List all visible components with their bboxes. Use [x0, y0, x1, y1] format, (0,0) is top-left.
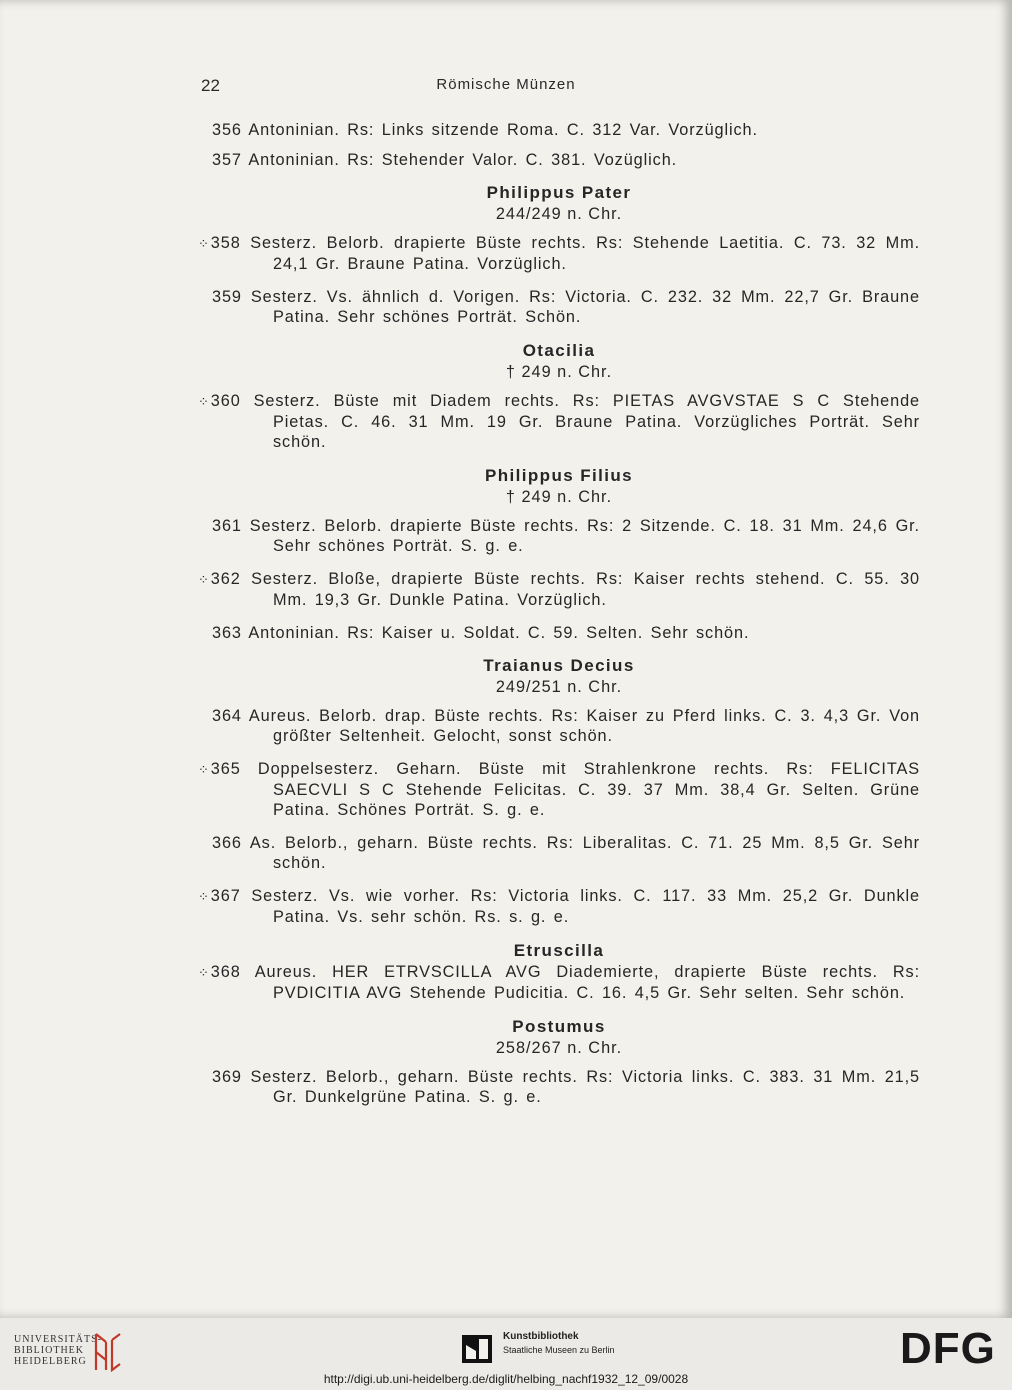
lot-number — [198, 623, 242, 643]
lot-description: Sesterz. Belorb. drapierte Büste rechts. Rs: 2 Sitzende. C. 18. 31 Mm. 24,6 Gr. Sehr schönes Porträt. S. g. e. — [249, 517, 920, 555]
lot-description: Sesterz. Büste mit Diadem rechts. Rs: PIETAS AVGVSTAE S C Stehende Pietas. C. 46. 31 Mm. 19 Gr. Braune Patina. Vorzügliches Porträt. Sehr schön. — [253, 392, 920, 451]
section-dates: † 249 n. Chr. — [505, 363, 613, 381]
lot-number-text: 362 — [210, 570, 241, 588]
catalog-entry — [198, 120, 920, 140]
lot-number — [198, 569, 241, 590]
section-heading: Postumus — [512, 1017, 606, 1036]
catalog-entry — [198, 759, 920, 820]
ub-line: BIBLIOTHEK — [14, 1345, 84, 1356]
catalog-entry — [198, 1067, 920, 1107]
lot-number — [198, 233, 241, 254]
section-heading: Etruscilla — [513, 941, 605, 960]
illustrated-marker-icon: ⁘ — [198, 889, 210, 904]
lot-number-text: 364 — [212, 707, 242, 725]
section-dates: 244/249 n. Chr. — [495, 205, 623, 223]
lot-number — [198, 287, 242, 307]
section-dates: † 249 n. Chr. — [505, 488, 613, 506]
section-heading: Traianus Decius — [483, 656, 635, 675]
lot-number-text: 357 — [212, 151, 242, 169]
lot-number-text: 358 — [210, 234, 241, 252]
running-title: Römische Münzen — [436, 76, 576, 93]
catalog-entry — [198, 287, 920, 327]
catalog-entry — [198, 516, 920, 556]
catalog-entry — [198, 150, 920, 170]
catalog-entry — [198, 962, 920, 1003]
lot-number-text: 366 — [212, 834, 242, 852]
lot-number — [198, 962, 241, 983]
illustrated-marker-icon: ⁘ — [198, 762, 210, 777]
illustrated-marker-icon: ⁘ — [198, 394, 210, 409]
page-number: 22 — [201, 76, 220, 95]
lot-number-text: 363 — [212, 624, 242, 642]
footer-bar — [0, 1318, 1012, 1390]
lot-description: Aureus. HER ETRVSCILLA AVG Diademierte, drapierte Büste rechts. Rs: PVDICITIA AVG Stehende Pudicitia. C. 16. 4,5 Gr. Sehr selten. Sehr schön. — [254, 963, 920, 1002]
lot-description: Antoninian. Rs: Stehender Valor. C. 381. Vozüglich. — [248, 151, 678, 169]
lot-number — [198, 759, 241, 780]
kunstbibliothek-logo-icon — [462, 1335, 492, 1363]
lot-description: Sesterz. Belorb. drapierte Büste rechts. Rs: Stehende Laetitia. C. 73. 32 Mm. 24,1 Gr. Braune Patina. Vorzüglich. — [250, 234, 920, 273]
lot-description: Aureus. Belorb. drap. Büste rechts. Rs: Kaiser zu Pferd links. C. 3. 4,3 Gr. Von größter Seltenheit. Gelocht, sonst schön. — [248, 707, 920, 745]
section-dates: 249/251 n. Chr. — [495, 678, 623, 696]
ub-line: UNIVERSITÄTS- — [14, 1334, 102, 1345]
lot-number — [198, 886, 241, 907]
ub-line: HEIDELBERG — [14, 1356, 87, 1367]
lot-number-text: 367 — [210, 887, 241, 905]
catalog-entry — [198, 623, 920, 643]
illustrated-marker-icon: ⁘ — [198, 572, 210, 587]
kunstbibliothek-name: Kunstbibliothek — [503, 1331, 579, 1342]
lot-number — [198, 391, 241, 412]
lot-description: Sesterz. Bloße, drapierte Büste rechts. Rs: Kaiser rechts stehend. C. 55. 30 Mm. 19,3 Gr. Dunkle Patina. Vorzüglich. — [251, 570, 920, 609]
lot-number-text: 361 — [212, 517, 242, 535]
lot-number — [198, 120, 242, 140]
illustrated-marker-icon: ⁘ — [198, 236, 210, 251]
lot-number — [198, 1067, 242, 1087]
lot-description: As. Belorb., geharn. Büste rechts. Rs: Liberalitas. C. 71. 25 Mm. 8,5 Gr. Sehr schön. — [249, 834, 921, 872]
catalog-content — [198, 120, 920, 1120]
lot-description: Sesterz. Vs. wie vorher. Rs: Victoria links. C. 117. 33 Mm. 25,2 Gr. Dunkle Patina. Vs. sehr schön. Rs. s. g. e. — [251, 887, 920, 926]
catalog-entry — [198, 391, 920, 452]
dfg-logo: DFG — [900, 1324, 996, 1373]
section-heading: Otacilia — [522, 341, 596, 360]
lot-number — [198, 706, 242, 726]
lot-number — [198, 833, 242, 853]
lot-number — [198, 150, 242, 170]
section-heading: Philippus Pater — [486, 183, 632, 202]
ub-logo-icon — [92, 1330, 122, 1374]
catalog-entry — [198, 886, 920, 927]
lot-description: Sesterz. Belorb., geharn. Büste rechts. Rs: Victoria links. C. 383. 31 Mm. 21,5 Gr. Dunkelgrüne Patina. S. g. e. — [250, 1068, 920, 1106]
catalog-entry — [198, 569, 920, 610]
lot-number-text: 356 — [212, 121, 242, 139]
illustrated-marker-icon: ⁘ — [198, 965, 210, 980]
section-heading: Philippus Filius — [484, 466, 633, 485]
section-dates: 258/267 n. Chr. — [495, 1039, 623, 1057]
lot-description: Doppelsesterz. Geharn. Büste mit Strahlenkrone rechts. Rs: FELICITAS SAECVLI S C Stehende Felicitas. C. 39. 37 Mm. 38,4 Gr. Selten. Grüne Patina. Schönes Porträt. S. g. e. — [257, 760, 920, 819]
ub-heidelberg-logo-text — [14, 1334, 102, 1367]
lot-number-text: 365 — [210, 760, 241, 778]
lot-description: Antoninian. Rs: Links sitzende Roma. C. 312 Var. Vorzüglich. — [248, 121, 758, 139]
catalog-entry — [198, 706, 920, 746]
lot-number-text: 359 — [212, 288, 242, 306]
lot-description: Antoninian. Rs: Kaiser u. Soldat. C. 59. Selten. Sehr schön. — [248, 624, 750, 642]
lot-number-text: 368 — [210, 963, 241, 981]
lot-description: Sesterz. Vs. ähnlich d. Vorigen. Rs: Victoria. C. 232. 32 Mm. 22,7 Gr. Braune Patina. Sehr schönes Porträt. Schön. — [250, 288, 920, 326]
catalog-entry — [198, 233, 920, 274]
catalog-entry — [198, 833, 920, 873]
lot-number — [198, 516, 242, 536]
lot-number-text: 360 — [210, 392, 241, 410]
kunstbibliothek-subtitle: Staatliche Museen zu Berlin — [503, 1345, 615, 1355]
lot-number-text: 369 — [212, 1068, 242, 1086]
source-url[interactable]: http://digi.ub.uni-heidelberg.de/diglit/helbing_nachf1932_12_09/0028 — [323, 1372, 689, 1386]
